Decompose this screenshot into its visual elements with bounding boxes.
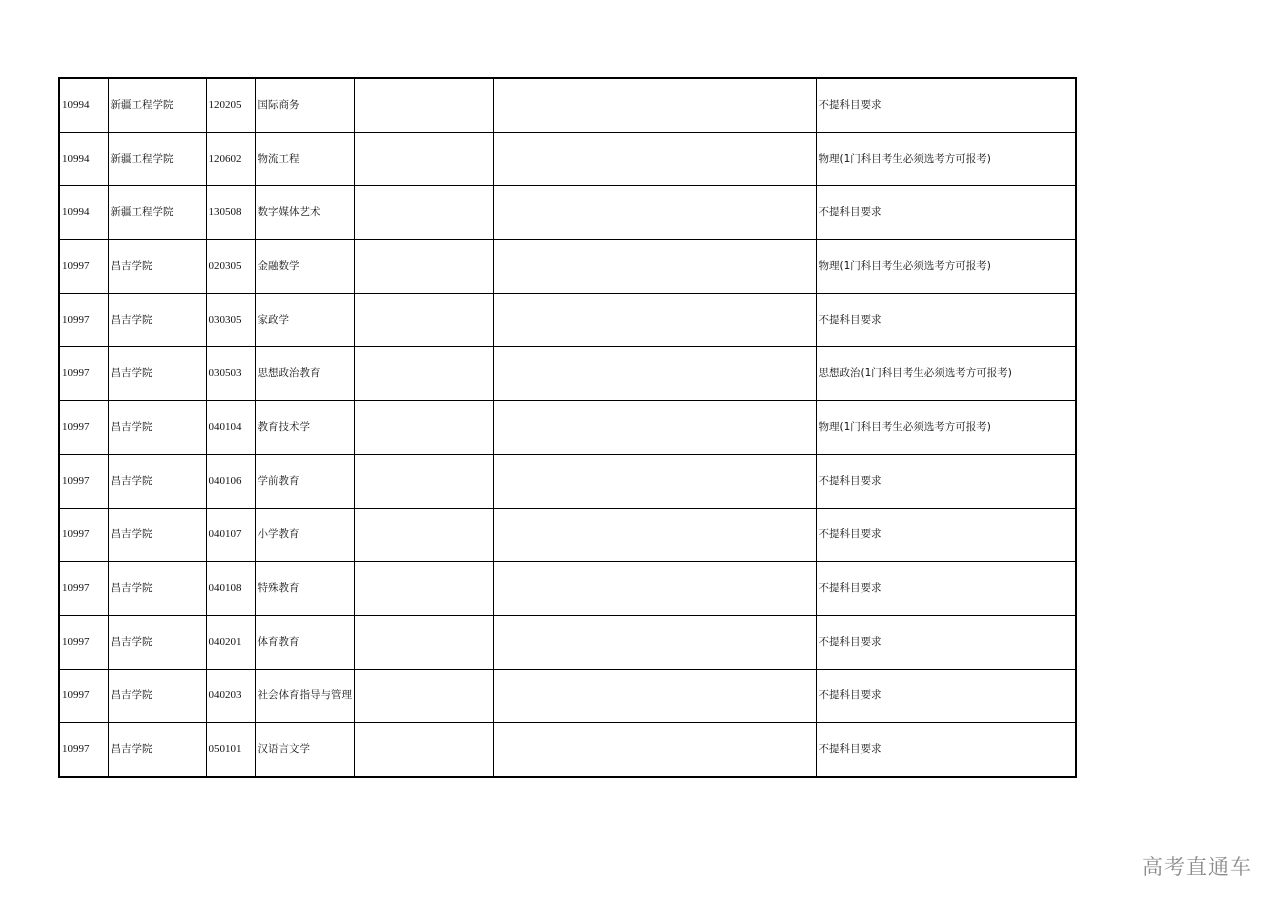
table-row xyxy=(59,615,1076,669)
empty-cell xyxy=(493,132,816,186)
major-code-cell: 040107 xyxy=(206,508,255,562)
empty-cell xyxy=(493,240,816,294)
subject-requirement-cell: 不提科目要求 xyxy=(816,669,1076,723)
school-name-cell: 昌吉学院 xyxy=(108,293,206,347)
subject-requirement-cell: 不提科目要求 xyxy=(816,562,1076,616)
table-row xyxy=(59,240,1076,294)
empty-cell xyxy=(354,508,493,562)
school-name-cell: 昌吉学院 xyxy=(108,347,206,401)
school-code-cell: 10997 xyxy=(59,615,108,669)
empty-cell xyxy=(354,615,493,669)
empty-cell xyxy=(354,132,493,186)
school-code-cell: 10994 xyxy=(59,186,108,240)
empty-cell xyxy=(354,293,493,347)
empty-cell xyxy=(493,401,816,455)
empty-cell xyxy=(354,454,493,508)
table-row xyxy=(59,508,1076,562)
school-name-cell: 昌吉学院 xyxy=(108,240,206,294)
major-name-cell: 特殊教育 xyxy=(255,562,354,616)
school-code-cell: 10997 xyxy=(59,723,108,777)
table-row xyxy=(59,723,1076,777)
empty-cell xyxy=(493,347,816,401)
subject-requirement-cell: 不提科目要求 xyxy=(816,186,1076,240)
major-code-cell: 020305 xyxy=(206,240,255,294)
school-name-cell: 昌吉学院 xyxy=(108,401,206,455)
major-name-cell: 社会体育指导与管理 xyxy=(255,669,354,723)
subject-requirement-cell: 思想政治(1门科目考生必须选考方可报考) xyxy=(816,347,1076,401)
empty-cell xyxy=(493,508,816,562)
school-code-cell: 10997 xyxy=(59,454,108,508)
empty-cell xyxy=(354,562,493,616)
major-code-cell: 040201 xyxy=(206,615,255,669)
subject-requirement-cell: 物理(1门科目考生必须选考方可报考) xyxy=(816,132,1076,186)
major-code-cell: 130508 xyxy=(206,186,255,240)
empty-cell xyxy=(354,78,493,132)
school-name-cell: 昌吉学院 xyxy=(108,723,206,777)
major-code-cell: 120205 xyxy=(206,78,255,132)
empty-cell xyxy=(493,78,816,132)
major-name-cell: 物流工程 xyxy=(255,132,354,186)
school-code-cell: 10997 xyxy=(59,508,108,562)
school-name-cell: 昌吉学院 xyxy=(108,615,206,669)
table-row xyxy=(59,186,1076,240)
table-row xyxy=(59,293,1076,347)
empty-cell xyxy=(354,723,493,777)
school-code-cell: 10997 xyxy=(59,669,108,723)
empty-cell xyxy=(493,454,816,508)
empty-cell xyxy=(354,669,493,723)
major-name-cell: 家政学 xyxy=(255,293,354,347)
table-row xyxy=(59,347,1076,401)
empty-cell xyxy=(354,240,493,294)
school-code-cell: 10997 xyxy=(59,401,108,455)
school-name-cell: 新疆工程学院 xyxy=(108,186,206,240)
watermark-text: 高考直通车 xyxy=(1142,855,1252,879)
major-code-cell: 030503 xyxy=(206,347,255,401)
major-code-cell: 040108 xyxy=(206,562,255,616)
empty-cell xyxy=(493,186,816,240)
major-code-cell: 040203 xyxy=(206,669,255,723)
table-row xyxy=(59,78,1076,132)
major-name-cell: 小学教育 xyxy=(255,508,354,562)
subject-requirement-cell: 不提科目要求 xyxy=(816,615,1076,669)
major-name-cell: 教育技术学 xyxy=(255,401,354,455)
major-code-cell: 040106 xyxy=(206,454,255,508)
subject-requirement-cell: 不提科目要求 xyxy=(816,723,1076,777)
major-code-cell: 040104 xyxy=(206,401,255,455)
major-code-cell: 030305 xyxy=(206,293,255,347)
subject-requirement-table xyxy=(58,77,1077,778)
school-code-cell: 10997 xyxy=(59,240,108,294)
major-code-cell: 050101 xyxy=(206,723,255,777)
table-row xyxy=(59,562,1076,616)
subject-requirement-cell: 物理(1门科目考生必须选考方可报考) xyxy=(816,401,1076,455)
empty-cell xyxy=(493,669,816,723)
subject-requirement-cell: 物理(1门科目考生必须选考方可报考) xyxy=(816,240,1076,294)
table-body xyxy=(59,78,1076,777)
school-name-cell: 昌吉学院 xyxy=(108,669,206,723)
school-code-cell: 10997 xyxy=(59,293,108,347)
table-row xyxy=(59,454,1076,508)
school-code-cell: 10994 xyxy=(59,132,108,186)
empty-cell xyxy=(354,347,493,401)
school-code-cell: 10994 xyxy=(59,78,108,132)
table-row xyxy=(59,669,1076,723)
empty-cell xyxy=(493,723,816,777)
major-name-cell: 国际商务 xyxy=(255,78,354,132)
school-name-cell: 新疆工程学院 xyxy=(108,78,206,132)
empty-cell xyxy=(493,562,816,616)
empty-cell xyxy=(354,186,493,240)
major-name-cell: 汉语言文学 xyxy=(255,723,354,777)
school-name-cell: 新疆工程学院 xyxy=(108,132,206,186)
table-row xyxy=(59,132,1076,186)
subject-requirement-cell: 不提科目要求 xyxy=(816,454,1076,508)
empty-cell xyxy=(493,615,816,669)
school-name-cell: 昌吉学院 xyxy=(108,454,206,508)
school-name-cell: 昌吉学院 xyxy=(108,562,206,616)
major-name-cell: 学前教育 xyxy=(255,454,354,508)
major-name-cell: 数字媒体艺术 xyxy=(255,186,354,240)
subject-requirement-cell: 不提科目要求 xyxy=(816,78,1076,132)
school-name-cell: 昌吉学院 xyxy=(108,508,206,562)
major-code-cell: 120602 xyxy=(206,132,255,186)
subject-requirement-cell: 不提科目要求 xyxy=(816,508,1076,562)
major-name-cell: 思想政治教育 xyxy=(255,347,354,401)
empty-cell xyxy=(354,401,493,455)
school-code-cell: 10997 xyxy=(59,562,108,616)
major-name-cell: 体育教育 xyxy=(255,615,354,669)
table-row xyxy=(59,401,1076,455)
school-code-cell: 10997 xyxy=(59,347,108,401)
subject-requirement-cell: 不提科目要求 xyxy=(816,293,1076,347)
major-name-cell: 金融数学 xyxy=(255,240,354,294)
empty-cell xyxy=(493,293,816,347)
